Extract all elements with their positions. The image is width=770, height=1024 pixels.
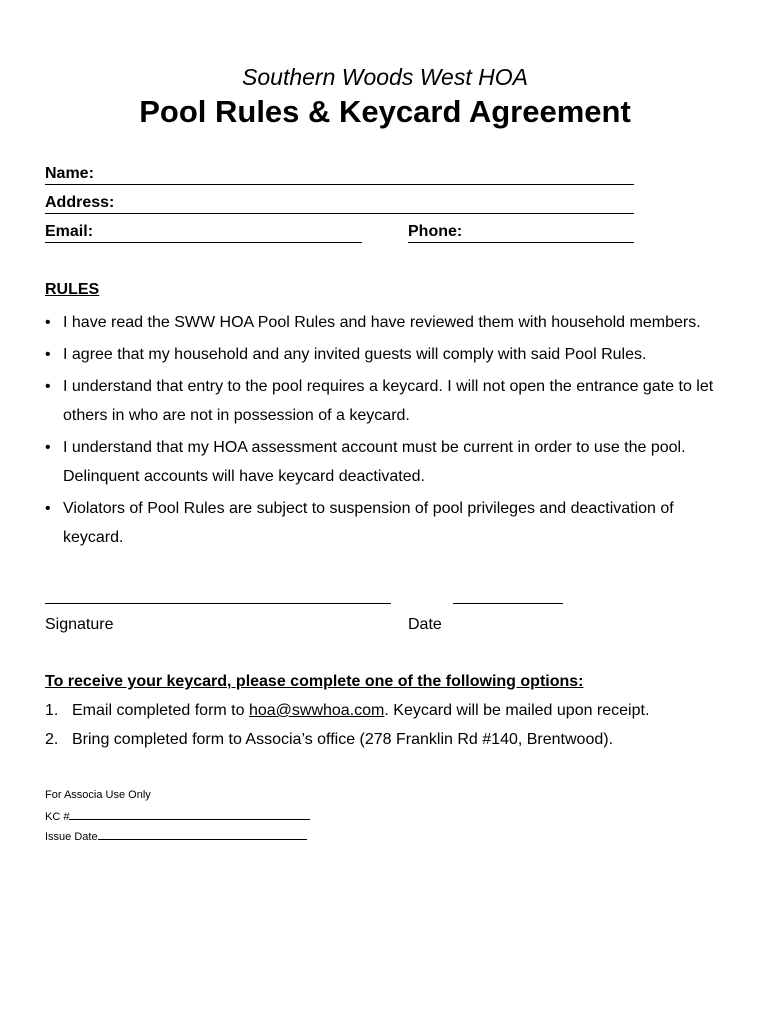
page-title: Pool Rules & Keycard Agreement <box>139 94 631 129</box>
rule-text: Violators of Pool Rules are subject to suspension of pool privileges and deactivation of keycard. <box>63 500 674 546</box>
issue-date-field[interactable] <box>45 829 307 843</box>
address-label: Address: <box>45 194 115 211</box>
rule-item <box>45 494 725 552</box>
bullet-icon: • <box>45 346 51 363</box>
email-label: Email: <box>45 223 94 240</box>
email-field[interactable] <box>45 222 362 243</box>
phone-field[interactable] <box>408 222 634 243</box>
signature-label: Signature <box>45 616 114 633</box>
kc-label: KC # <box>45 811 70 823</box>
option-text: Bring completed form to Associa’s office (278 Franklin Rd #140, Brentwood). <box>72 731 614 748</box>
instructions-heading: To receive your keycard, please complete one of the following options: <box>45 673 584 690</box>
address-field[interactable] <box>45 193 634 214</box>
rule-text: I understand that entry to the pool requires a keycard. I will not open the entrance gate to let others in who are not in possession of a keycard. <box>63 378 714 424</box>
name-label: Name: <box>45 165 94 182</box>
option-number: 2. <box>45 731 59 748</box>
date-line[interactable] <box>453 602 563 604</box>
option-text: . Keycard will be mailed upon receipt. <box>384 702 650 719</box>
issue-date-label: Issue Date <box>45 831 98 843</box>
bullet-icon: • <box>45 314 51 331</box>
bullet-icon: • <box>45 439 51 456</box>
signature-line[interactable] <box>45 602 391 604</box>
bullet-icon: • <box>45 500 51 517</box>
option-number: 1. <box>45 702 59 719</box>
option-item <box>45 731 613 749</box>
option-text: Email completed form to <box>72 702 249 719</box>
date-label: Date <box>408 616 442 633</box>
organization-name: Southern Woods West HOA <box>242 64 528 90</box>
rule-item <box>45 340 735 369</box>
office-use-heading: For Associa Use Only <box>45 789 151 801</box>
option-item <box>45 702 649 720</box>
rule-text: I agree that my household and any invited guests will comply with said Pool Rules. <box>63 346 647 363</box>
rules-heading: RULES <box>45 281 100 298</box>
rule-item <box>45 433 725 491</box>
bullet-icon: • <box>45 378 51 395</box>
email-link[interactable]: hoa@swwhoa.com <box>248 702 385 719</box>
rule-item <box>45 372 735 430</box>
rule-item <box>45 308 735 337</box>
name-field[interactable] <box>45 164 634 185</box>
rule-text: I understand that my HOA assessment account must be current in order to use the pool. Delinquent accounts will have keycard deactivated. <box>63 439 686 485</box>
rule-text: I have read the SWW HOA Pool Rules and have reviewed them with household members. <box>63 314 701 331</box>
phone-label: Phone: <box>408 223 463 240</box>
kc-line[interactable] <box>69 809 310 820</box>
issue-date-line[interactable] <box>98 829 307 840</box>
kc-field[interactable] <box>45 809 310 823</box>
